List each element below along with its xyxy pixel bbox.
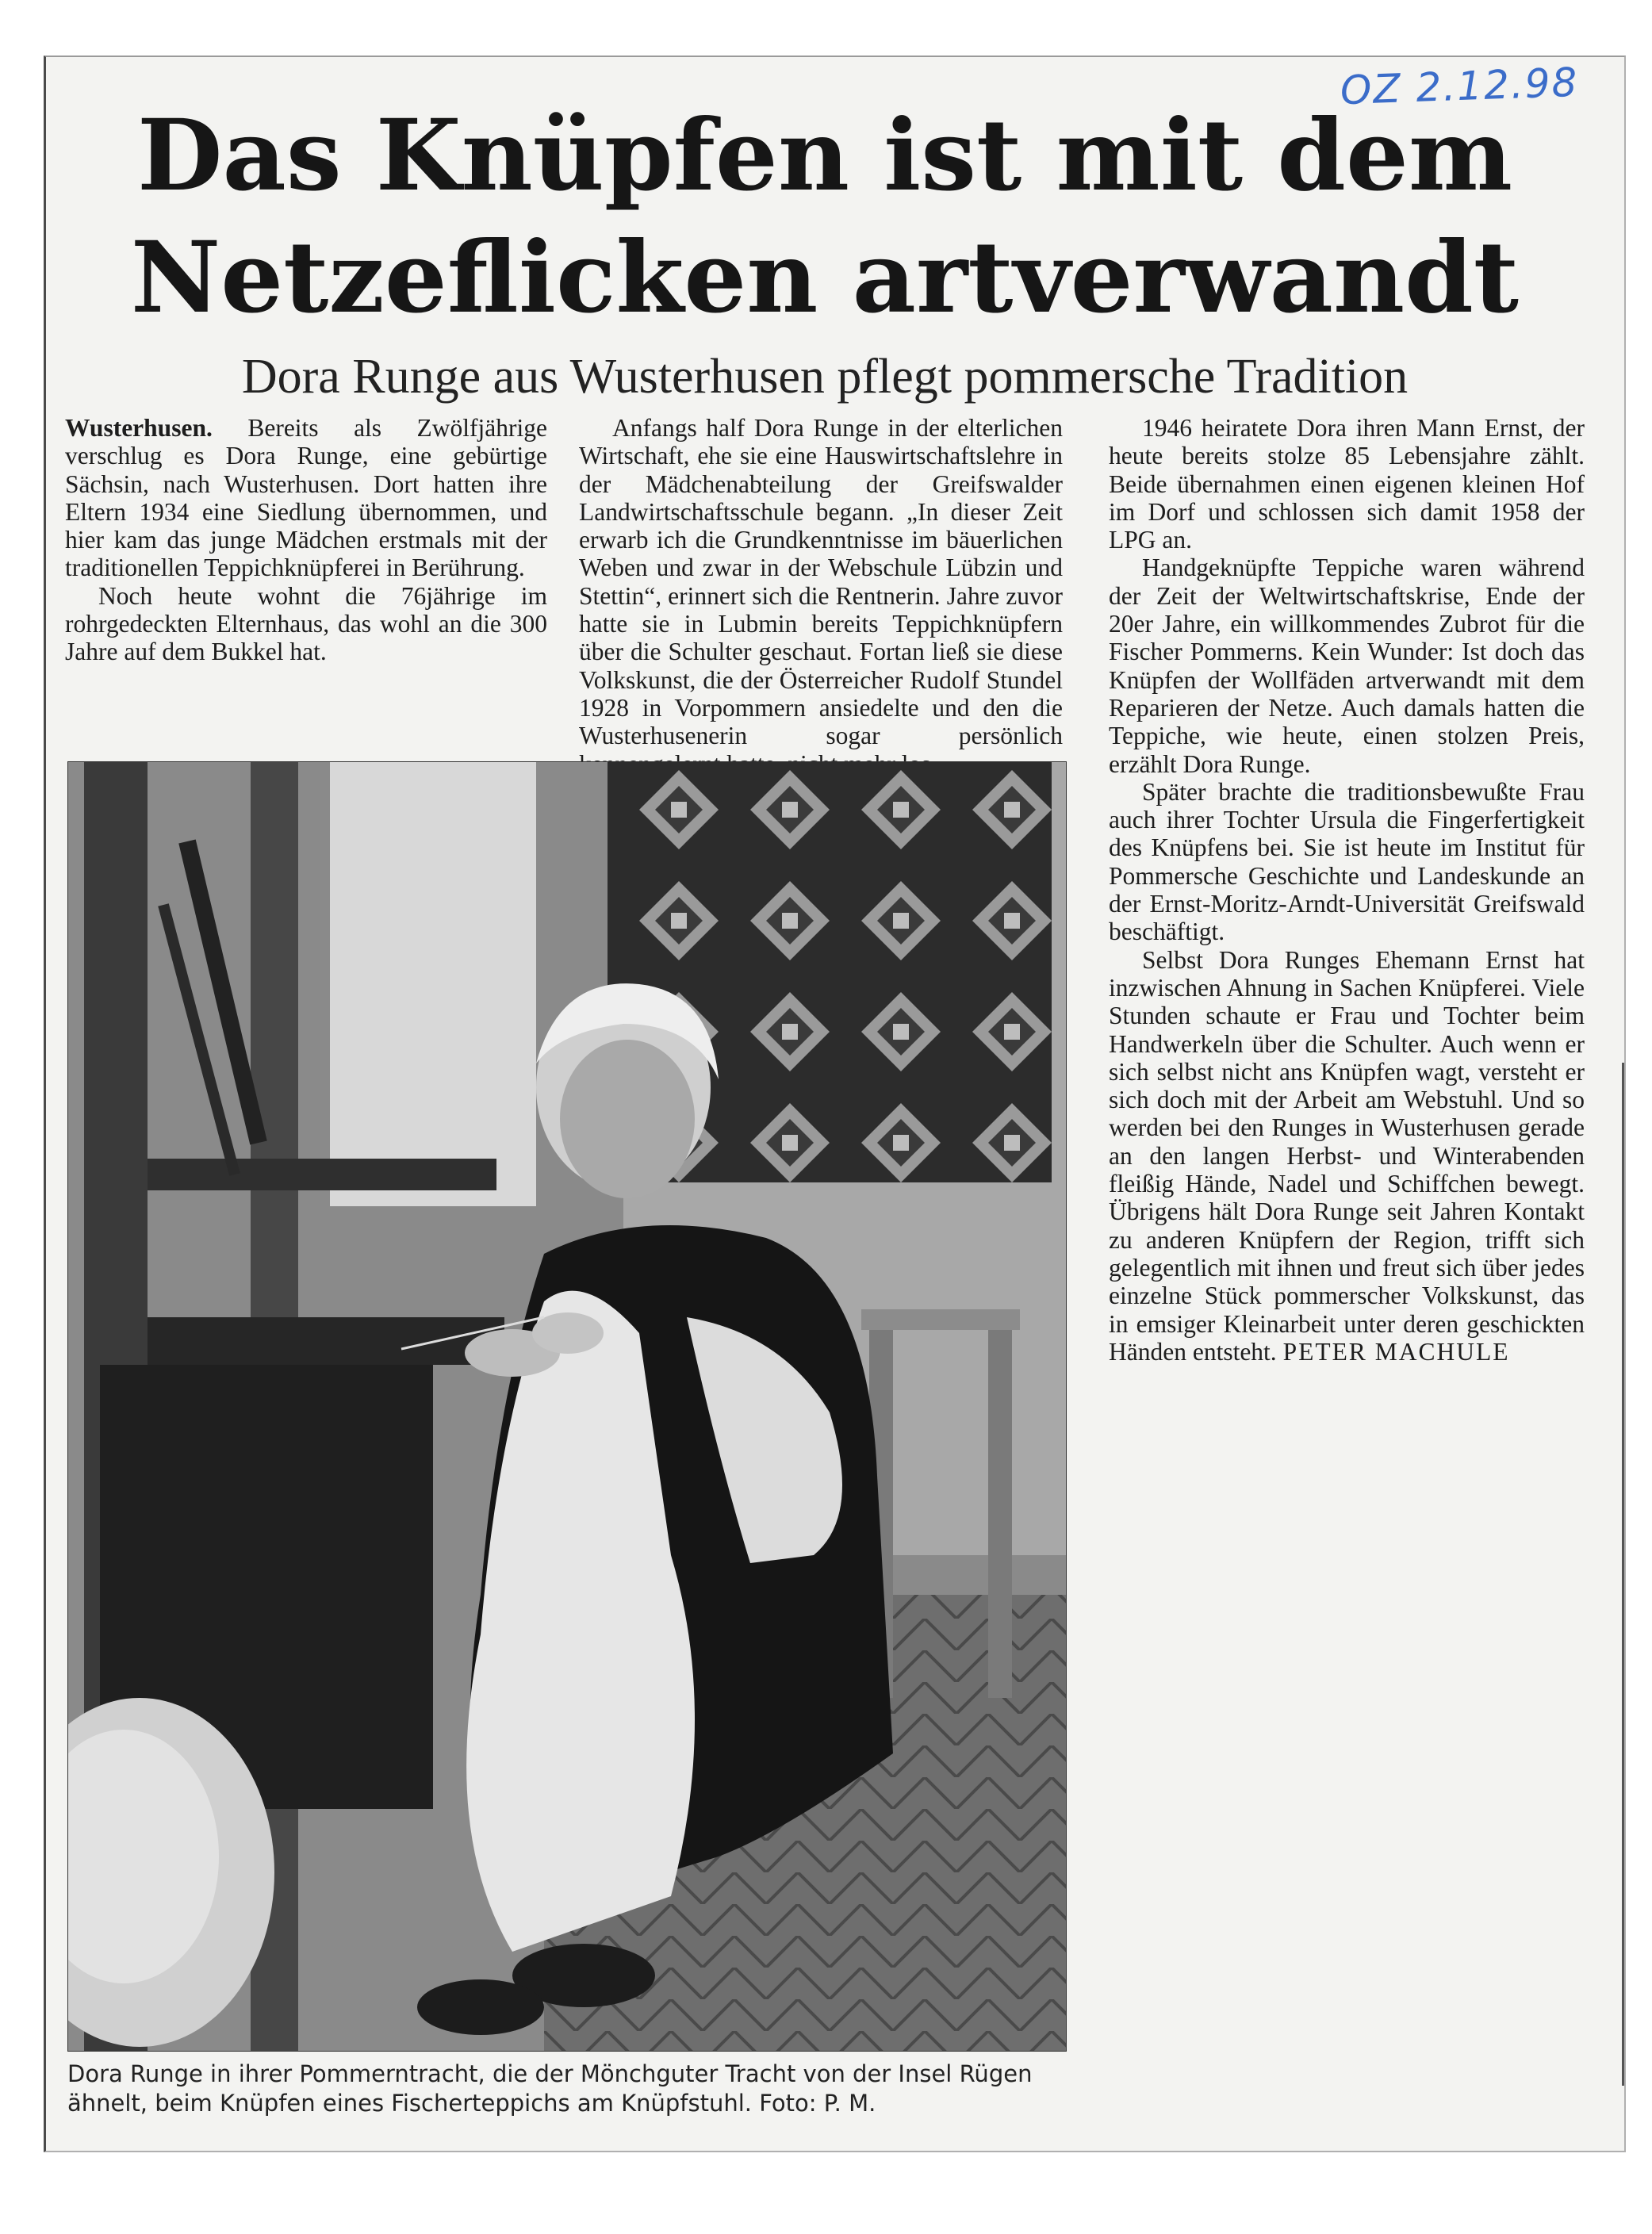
article-column-2 [579,414,1063,778]
article-column-1 [65,414,547,666]
headline [79,95,1570,339]
paragraph-1-text: Bereits als Zwölfjährige verschlug es Dora Runge, eine gebürtige Sächsin, nach Wusterhusen. Dort hatten ihre Eltern 1934 eine Siedlung übernommen, und hier kam das junge Mädchen erstmals mit der traditionellen Teppichknüpferei in Berührung. [65,414,547,582]
article-paragraph-5: Handgeknüpfte Teppiche waren während der Zeit der Weltwirtschaftskrise, Ende der 20er Jahre, ein willkommendes Zubrot für die Fischer Pommerns. Kein Wunder: Ist doch das Knüpfen der Wollfäden artverwandt mit dem Reparieren der Netze. Auch damals hatten die Teppiche, wie heute, einen stolzen Preis, erzählt Dora Runge. [1109,554,1585,778]
headline-line-1: Das Knüpfen ist mit dem [136,98,1513,213]
photo-caption: Dora Runge in ihrer Pommerntracht, die der Mönchguter Tracht von der Insel Rügen ähnelt, beim Knüpfen eines Fischerteppichs am Knüpfstuhl. Foto: P. M. [67,2060,1033,2117]
handwritten-date-note: OZ 2.12.98 [1340,59,1580,114]
clipping-edge-line [1622,1063,1624,2086]
paragraph-7-text: Selbst Dora Runges Ehemann Ernst hat inzwischen Ahnung in Sachen Knüpferei. Viele Stunden schaute er Frau und Tochter beim Handwerkeln über die Schulter. Auch wenn er sich selbst nicht ans Knüpfen wagt, versteht er sich doch mit der Arbeit am Webstuhl. Und so werden bei den Runges in Wusterhusen gerade an den langen Herbst- und Winterabenden fleißig Hände, Nadel und Schiffchen bewegt. Übrigens hält Dora Runge seit Jahren Kontakt zu anderen Knüpfern der Region, trifft sich gelegentlich mit ihnen und freut sich über jedes einzelne Stück pommerscher Volkskunst, das in emsiger Kleinarbeit unter deren geschickten Händen entsteht. [1109,945,1585,1366]
article-paragraph-6: Später brachte die traditionsbewußte Frau auch ihrer Tochter Ursula die Fingerfertigkeit des Knüpfens bei. Sie ist heute im Institut für Pommersche Geschichte und Landeskunde an der Ernst-Moritz-Arndt-Universität Greifswald beschäftigt. [1109,777,1585,946]
article-paragraph-1 [65,414,547,582]
article-paragraph-3: Anfangs half Dora Runge in der elterlichen Wirtschaft, ehe sie eine Hauswirtschaftslehre in der Mädchenabteilung der Greifswalder Landwirtschaftsschule begann. „In dieser Zeit erwarb ich die Grundkenntnisse im bäuerlichen Weben und zwar in der Webschule Lübzin und Stettin“, erinnert sich die Rentnerin. Jahre zuvor hatte sie in Lubmin bereits Teppichknüpfern über die Schulter geschaut. Fortan ließ sie diese Volkskunst, die der Österreicher Rudolf Stundel 1928 in Vorpommern ansiedelte und den die Wusterhusenerin sogar persönlich [579,414,1063,750]
dateline: Wusterhusen. [65,414,213,442]
article-paragraph-4: 1946 heiratete Dora ihren Mann Ernst, der heute bereits stolze 85 Lebensjahre zählt. Beide übernahmen einen eigenen kleinen Hof im Dorf und schlossen sich damit 1958 der LPG an. [1109,414,1585,554]
headline-line-2: Netzeflicken artverwandt [130,220,1520,335]
photo-woman-at-loom [68,762,1066,2051]
subheadline: Dora Runge aus Wusterhusen pflegt pommersche Tradition [241,350,1409,404]
article-paragraph-7 [1109,946,1585,1366]
article-column-3 [1109,414,1585,2119]
article-paragraph-2: Noch heute wohnt die 76jährige im rohrgedeckten Elternhaus, das wohl an die 300 Jahre auf dem Bukkel hat. [65,581,547,666]
article-photo [67,761,1067,2052]
author-byline: PETER MACHULE [1282,1337,1510,1366]
